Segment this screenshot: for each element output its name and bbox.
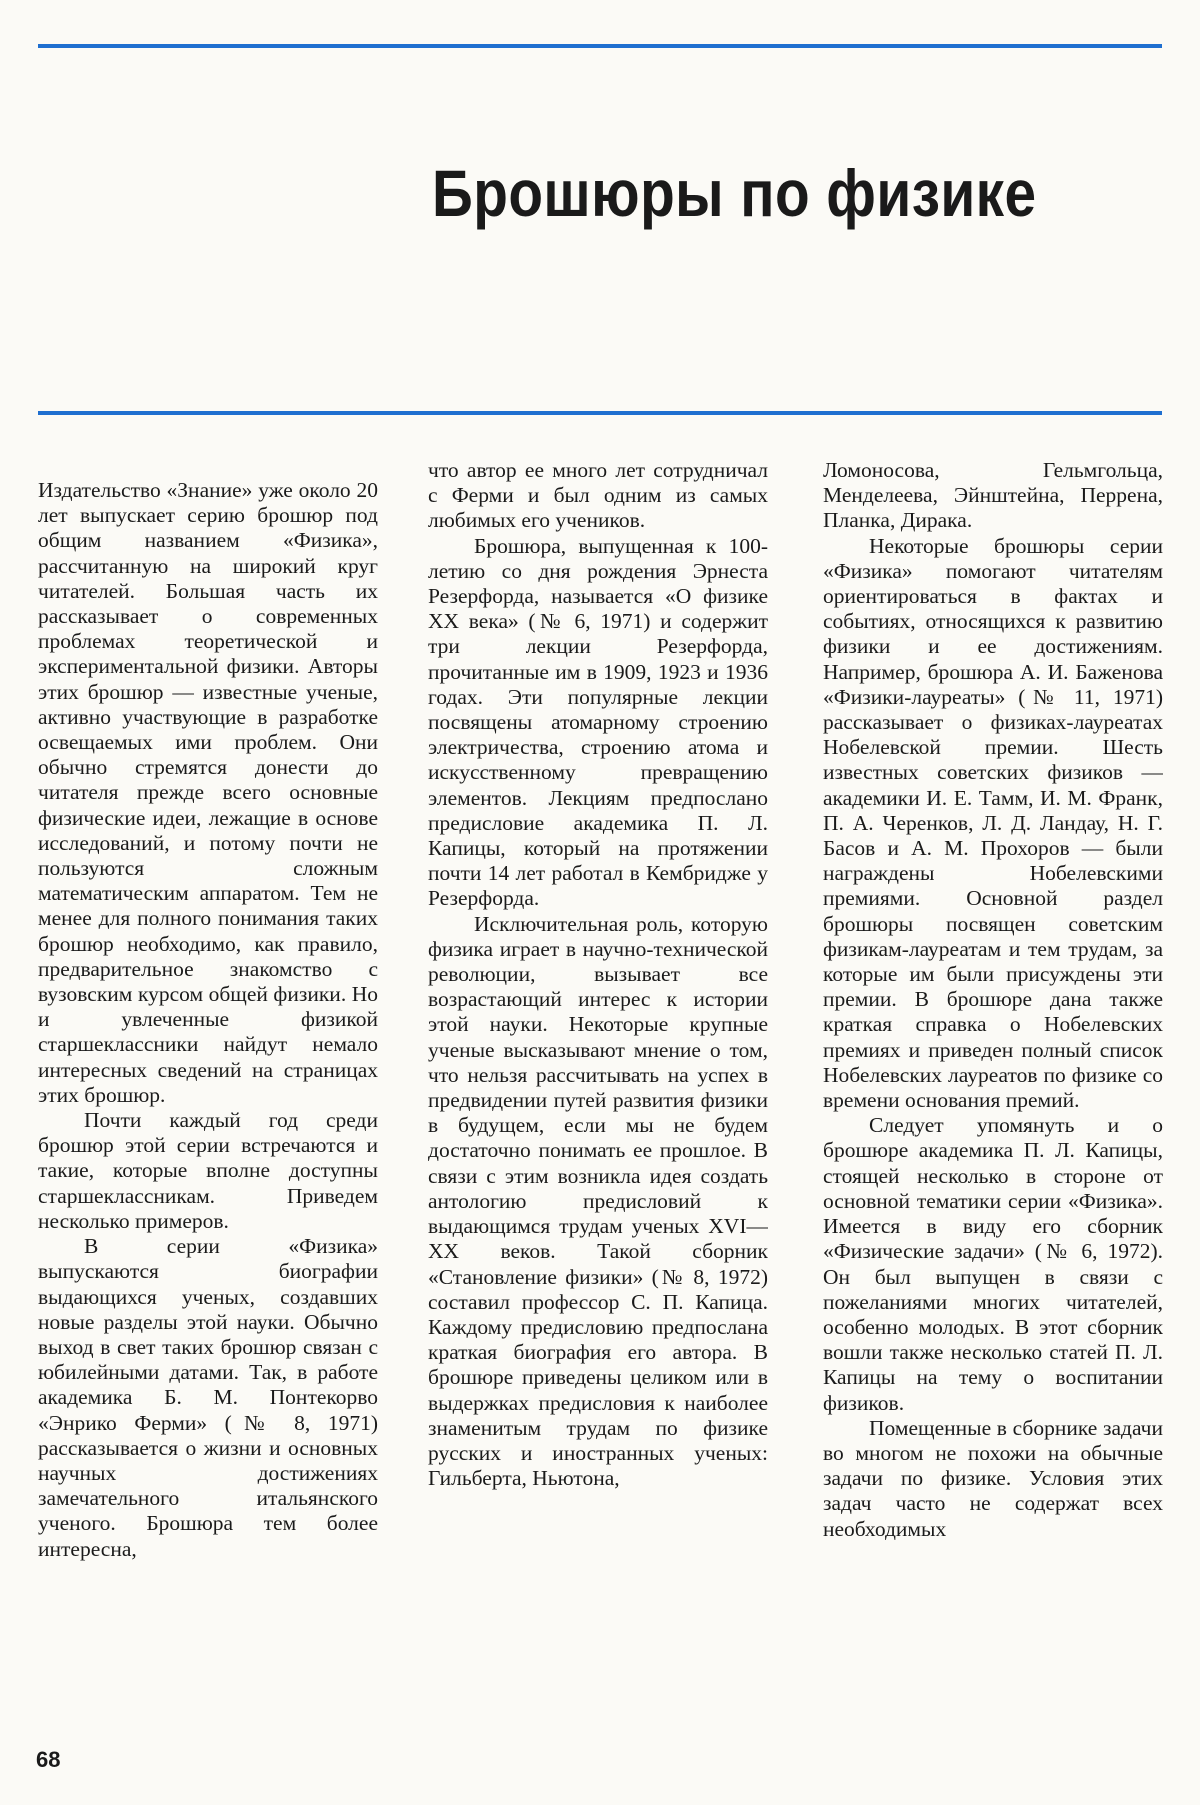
paragraph: Почти каждый год среди брошюр этой серии встречаются и такие, которые вполне доступны старшеклассникам. Приведем несколько примеров. (38, 1108, 378, 1233)
paragraph: В серии «Физика» выпускаются биографии выдающихся ученых, создавших новые разделы этой науки. Обычно выход в свет таких брошюр связан с юбилейными датами. Так, в работе академика Б. М. Понтекорво «Энрико Ферми» (№ 8, 1971) рассказывается о жизни и основных научных достижениях замечательного итальянского ученого. Брошюра тем более интересна, (38, 1234, 378, 1561)
text-column-2 (428, 458, 768, 1703)
paragraph: Помещенные в сборнике задачи во многом не похожи на обычные задачи по физике. Условия этих задач часто не содержат всех необходимых (823, 1415, 1163, 1541)
paragraph: Некоторые брошюры серии «Физика» помогают читателям ориентироваться в фактах и событиях, относящихся к развитию физики и ее достижениям. Например, брошюра А. И. Баженова «Физики-лауреаты» (№ 11, 1971) рассказывает о физиках-лауреатах Нобелевской премии. Шесть известных советских физиков — академики И. Е. Тамм, И. М. Франк, П. А. Черенков, Л. Д. Ландау, Н. Г. Басов и А. М. Прохоров — были награждены Нобелевскими премиями. Основной раздел брошюры посвящен советским физикам-лауреатам и тем трудам, за которые им были присуждены эти премии. В брошюре дана также краткая справка о Нобелевских премиях и приведен полный список Нобелевских лауреатов по физике со времени основания премий. (823, 533, 1163, 1113)
text-column-1 (38, 478, 378, 1723)
paragraph: Брошюра, выпущенная к 100-летию со дня рождения Эрнеста Резерфорда, называется «О физике XX века» (№ 6, 1971) и содержит три лекции Резерфорда, прочитанные им в 1909, 1923 и 1936 годах. Эти популярные лекции посвящены атомарному строению электричества, строению атома и искусственному превращению элементов. Лекциям предпослано предисловие академика П. Л. Капицы, который на протяжении почти 14 лет работал в Кембридже у Резерфорда. (428, 533, 768, 911)
paragraph: Издательство «Знание» уже около 20 лет выпускает серию брошюр под общим названием «Физика», рассчитанную на широкий круг читателей. Большая часть их рассказывает о современных проблемах теоретической и экспериментальной физики. Авторы этих брошюр — известные ученые, активно участвующие в разработке освещаемых ими проблем. Они обычно стремятся донести до читателя прежде всего основные физические идеи, лежащие в основе исследований, и потому почти не пользуются сложным математическим аппаратом. Тем не менее для полного понимания таких брошюр необходимо, как правило, предварительное знакомство с вузовским курсом общей физики. Но и увлеченные физикой старшеклассники найдут немало интересных сведений на страницах этих брошюр. (38, 478, 378, 1107)
title-bottom-rule (38, 411, 1162, 415)
paragraph: Исключительная роль, которую физика играет в научно-технической революции, вызывает все возрастающий интерес к истории этой науки. Некоторые крупные ученые высказывают мнение о том, что нельзя рассчитывать на успех в предвидении путей развития физики в будущем, если мы не будем достаточно понимать ее прошлое. В связи с этим возникла идея создать антологию предисловий к выдающимся трудам ученых XVI—XX веков. Такой сборник «Становление физики» (№ 8, 1972) составил профессор С. П. Капица. Каждому предисловию предпослана краткая биография его автора. В брошюре приведены целиком или в выдержках предисловия к наиболее знаменитым трудам по физике русских и иностранных ученых: Гильберта, Ньютона, (428, 911, 768, 1491)
top-rule (38, 44, 1162, 48)
page-number: 68 (36, 1747, 61, 1772)
paragraph: Следует упомянуть и о брошюре академика П. Л. Капицы, стоящей несколько в стороне от основной тематики серии «Физика». Имеется в виду его сборник «Физические задачи» (№ 6, 1972). Он был выпущен в связи с пожеланиями многих читателей, особенно молодых. В этот сборник вошли также несколько статей П. Л. Капицы на тему о воспитании физиков. (823, 1113, 1163, 1415)
article-title: Брошюры по физике (432, 156, 1037, 230)
text-column-3 (823, 458, 1163, 1703)
paragraph: что автор ее много лет сотрудничал с Ферми и был одним из самых любимых его учеников. (428, 458, 768, 533)
paragraph: Ломоносова, Гельмгольца, Менделеева, Эйнштейна, Перрена, Планка, Дирака. (823, 458, 1163, 533)
